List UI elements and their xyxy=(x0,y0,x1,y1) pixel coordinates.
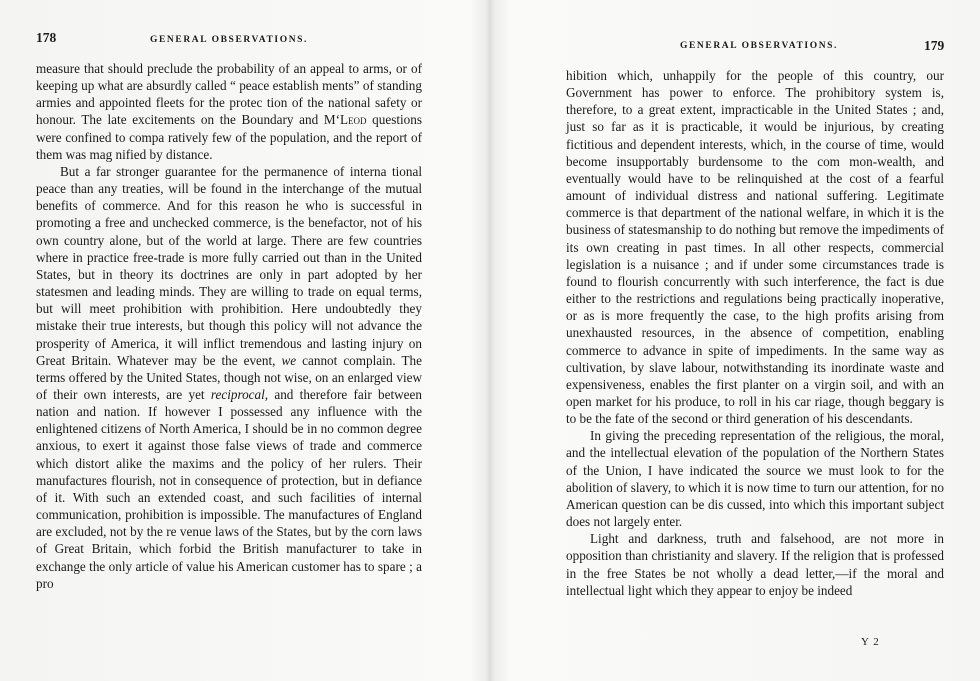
small-caps-name: M‘Leod xyxy=(323,112,367,128)
italic-word: we xyxy=(281,352,297,368)
paragraph: Light and darkness, truth and falsehood, are not more in opposition than christianity and slavery. If the religion that is professed in the free States be not wholly a dead letter,—if the moral and intellectual light which they appear to enjoy be indeed xyxy=(566,531,944,598)
paragraph: measure that should preclude the probability of an appeal to arms, or of keeping up what are absurdly called “ peace establish ments” of standing armies and appointed fleets for the protec tion of the national safety or honour. The late excitements on the Boundary and M‘Leod questions were confined to compa ratively few of the population, and the report of them was mag nified by distance. xyxy=(36,61,422,162)
running-head: GENERAL OBSERVATIONS. xyxy=(150,35,309,45)
paragraph: hibition which, unhappily for the people of this country, our Government has power to enforce. The prohibitory system is, therefore, to a great extent, impracticable in the United States ; and, just so far as it is practicable, it would be injurious, by creating fictitious and dependent interests, which, in the course of time, would become insupportably burdensome to the com mon-wealth, and eventually would have to be relinquished at the cost of a fearful amount of individual distress and national suffering. Legitimate commerce is that department of the national welfare, in which it is the business of statesmanship to do nothing but remove the impediments of its own creating in past times. In all other respects, commercial legislation is a nuisance ; and if under some circumstances trade is found to flourish concurrently with such interference, the fact is due either to the restrictions and regulations being practically inoperative, or as is more frequently the case, to the high profits arising from unexhausted resources, in the absence of competition, enabling commerce to advance in spite of impediments. In the same way as cultivation, by slave labour, notwithstanding its inordinate waste and expensiveness, enables the first planter on a virgin soil, and with an open market for his produce, to roll in his car riage, though beggary is to be the fate of the second or third generation of his descendants. xyxy=(566,68,944,427)
page-body xyxy=(36,60,422,592)
page-body xyxy=(566,67,944,599)
page-number: 179 xyxy=(924,38,945,53)
paragraph: In giving the preceding representation of the religious, the moral, and the intellectual elevation of the population of the Northern States of the Union, I have indicated the source we must look to for the abolition of slavery, to which it is now time to turn our attention, for no American question can be dis cussed, into which this important subject does not largely enter. xyxy=(566,428,944,530)
running-head: GENERAL OBSERVATIONS. xyxy=(680,41,839,51)
italic-word: reciprocal, xyxy=(210,386,269,402)
page-number: 178 xyxy=(36,30,57,45)
right-page xyxy=(490,0,980,681)
signature-mark: Y 2 xyxy=(861,636,880,648)
paragraph: But a far stronger guarantee for the permanence of interna tional peace than any treaties, will be found in the interchange of the mutual benefits of commerce. And for this reason he who is successful in promoting a free and unchecked commerce, is the benefactor, not of his own country alone, but of the world at large. There are few countries where in practice free-trade is more fully carried out than in the United States, but in theory its doctrines are only in part adopted by her statesmen and leading minds. They are willing to trade on equal terms, but will meet prohibition with prohibition. Here undoubtedly they mistake their true interests, but though this policy will not advance the prosperity of America, it will inflict tremendous and lasting injury on Great Britain. Whatever may be the event, we cannot complain. The terms offered by the United States, though not wise, on an enlarged view of their own interests, are yet reciprocal, and therefore fair between nation and nation. If however I possessed any influence with the enlightened citizens of North America, I should be in no common degree anxious, to exert it against those false views of trade and commerce which distort alike the maxims and the policy of her rulers. Their manufactures flourish, not in consequence of protection, but in defiance of it. With such an extended coast, and such facilities of internal communication, prohibition is impossible. The manufactures of England are excluded, not by the re venue laws of the States, but by the corn laws of Great Britain, which forbid the British manufacturer to take in exchange the only article of value his American customer has to spare ; a pro xyxy=(36,163,422,591)
